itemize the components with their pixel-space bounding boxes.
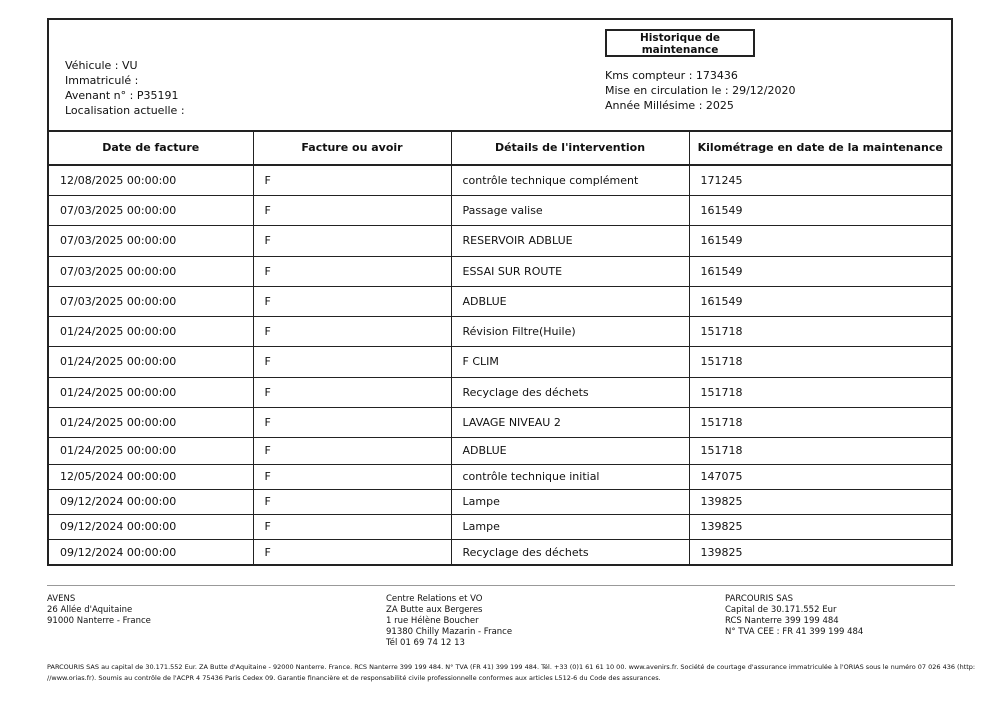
- legal-notice: [47, 662, 976, 684]
- table-row: [49, 539, 951, 566]
- cell-invoice-type: F: [253, 489, 451, 514]
- table-row: [49, 346, 951, 377]
- cell-invoice-type: F: [253, 316, 451, 346]
- cell-mileage: 151718: [689, 346, 951, 377]
- cell-mileage: 139825: [689, 489, 951, 514]
- cell-invoice-type: F: [253, 256, 451, 286]
- cell-invoice-type: F: [253, 225, 451, 256]
- cell-intervention-details: Lampe: [451, 489, 689, 514]
- cell-invoice-date: 01/24/2025 00:00:00: [49, 437, 253, 464]
- cell-intervention-details: RESERVOIR ADBLUE: [451, 225, 689, 256]
- cell-intervention-details: Révision Filtre(Huile): [451, 316, 689, 346]
- column-header-intervention-details: Détails de l'intervention: [451, 130, 689, 165]
- cell-intervention-details: Passage valise: [451, 195, 689, 225]
- footer-relations-center: [386, 594, 512, 649]
- cell-invoice-type: F: [253, 195, 451, 225]
- odometer-info: [605, 68, 795, 113]
- cell-invoice-date: 07/03/2025 00:00:00: [49, 225, 253, 256]
- cell-intervention-details: Recyclage des déchets: [451, 377, 689, 407]
- cell-invoice-type: F: [253, 286, 451, 316]
- cell-intervention-details: ADBLUE: [451, 437, 689, 464]
- cell-mileage: 139825: [700, 546, 743, 560]
- column-header-invoice-type: Facture ou avoir: [253, 130, 451, 165]
- table-row: [49, 464, 951, 489]
- vehicle-type: Véhicule : VU: [65, 59, 138, 72]
- cell-invoice-date: 07/03/2025 00:00:00: [49, 195, 253, 225]
- footer-line: Capital de 30.171.552 Eur: [725, 605, 837, 615]
- footer-line: 1 rue Hélène Boucher: [386, 616, 479, 626]
- cell-intervention-details: contrôle technique initial: [451, 464, 689, 489]
- cell-intervention-details: F CLIM: [451, 346, 689, 377]
- cell-invoice-type: F: [253, 407, 451, 437]
- legal-line: PARCOURIS SAS au capital de 30.171.552 Eur. ZA Butte d'Aquitaine - 92000 Nanterre. France. RCS Nanterre 399 199 484. N° TVA (FR 41) 399 199 484. Tél. +33 (0)1 61 61 10 00. www.avenirs.fr. Société de courtage d'assurance immatriculée à l'ORIAS sous le numéro 07 026 436 (http:: [47, 663, 976, 671]
- table-row: [49, 316, 951, 346]
- cell-mileage: 161549: [689, 225, 951, 256]
- footer-line: Centre Relations et VO: [386, 594, 483, 604]
- footer-line: 91000 Nanterre - France: [47, 616, 151, 626]
- table-row: [49, 286, 951, 316]
- cell-mileage: 147075: [689, 464, 951, 489]
- footer-line: ZA Butte aux Bergeres: [386, 605, 483, 615]
- cell-invoice-type: F: [253, 539, 451, 566]
- table-row: [49, 514, 951, 539]
- cell-invoice-type: F: [253, 377, 451, 407]
- cell-intervention-details: LAVAGE NIVEAU 2: [451, 407, 689, 437]
- maintenance-document: [47, 18, 953, 566]
- cell-mileage: 161549: [689, 195, 951, 225]
- maintenance-table: [49, 130, 951, 566]
- page-title: [605, 29, 755, 57]
- table-row: [49, 407, 951, 437]
- vehicle-registration: Immatriculé :: [65, 74, 139, 87]
- cell-mileage: 151718: [689, 407, 951, 437]
- cell-invoice-date: 12/05/2024 00:00:00: [49, 464, 253, 489]
- cell-invoice-type: F: [253, 165, 451, 195]
- cell-mileage: 161549: [689, 286, 951, 316]
- legal-line: //www.orias.fr). Soumis au contrôle de l'ACPR 4 75436 Paris Cedex 09. Garantie financière et de responsabilité civile professionnelle conformes aux articles L512-6 du Code des assurances.: [47, 674, 661, 682]
- cell-intervention-details: ADBLUE: [451, 286, 689, 316]
- cell-invoice-date: 09/12/2024 00:00:00: [49, 514, 253, 539]
- cell-invoice-date: 01/24/2025 00:00:00: [49, 377, 253, 407]
- first-registration-date: Mise en circulation le : 29/12/2020: [605, 84, 796, 97]
- table-row: [49, 489, 951, 514]
- footer-legal-entity: [725, 594, 863, 638]
- cell-mileage: 151718: [689, 437, 951, 464]
- footer-line: N° TVA CEE : FR 41 399 199 484: [725, 627, 864, 637]
- table-row: [49, 165, 951, 195]
- cell-invoice-date: 09/12/2024 00:00:00: [49, 539, 253, 566]
- cell-mileage: 139825: [689, 514, 951, 539]
- cell-intervention-details: ESSAI SUR ROUTE: [451, 256, 689, 286]
- table-row: [49, 437, 951, 464]
- cell-intervention-details: Recyclage des déchets: [451, 539, 689, 566]
- contract-amendment: Avenant n° : P35191: [65, 89, 179, 102]
- table-row: [49, 256, 951, 286]
- odometer-reading: Kms compteur : 173436: [605, 69, 738, 82]
- cell-mileage: 151718: [689, 316, 951, 346]
- title-line-2: maintenance: [641, 44, 719, 56]
- footer-divider: [47, 585, 955, 586]
- table-row: [49, 377, 951, 407]
- cell-invoice-date: 07/03/2025 00:00:00: [49, 286, 253, 316]
- cell-invoice-type: F: [253, 437, 451, 464]
- cell-mileage: 171245: [689, 165, 951, 195]
- table-header-row: [49, 130, 951, 165]
- cell-invoice-type: F: [253, 514, 451, 539]
- cell-intervention-details: Lampe: [451, 514, 689, 539]
- cell-invoice-type: F: [253, 346, 451, 377]
- cell-invoice-date: 01/24/2025 00:00:00: [49, 316, 253, 346]
- document-header: [49, 20, 951, 132]
- cell-mileage: 161549: [689, 256, 951, 286]
- cell-invoice-date: 07/03/2025 00:00:00: [49, 256, 253, 286]
- cell-invoice-date: 01/24/2025 00:00:00: [49, 407, 253, 437]
- footer-line: PARCOURIS SAS: [725, 594, 793, 604]
- table-row: [49, 225, 951, 256]
- column-header-mileage: Kilométrage en date de la maintenance: [689, 130, 951, 165]
- footer-line: 26 Allée d'Aquitaine: [47, 605, 133, 615]
- cell-intervention-details: contrôle technique complément: [451, 165, 689, 195]
- footer-company-address: [47, 594, 151, 627]
- vehicle-info: [65, 58, 185, 118]
- title-line-1: Historique de: [639, 32, 721, 44]
- cell-invoice-date: 01/24/2025 00:00:00: [49, 346, 253, 377]
- cell-invoice-date: 12/08/2025 00:00:00: [49, 165, 253, 195]
- footer-line: Tél 01 69 74 12 13: [386, 638, 465, 648]
- table-row: [49, 195, 951, 225]
- column-header-invoice-date: Date de facture: [49, 130, 253, 165]
- footer-line: 91380 Chilly Mazarin - France: [386, 627, 513, 637]
- cell-invoice-type: F: [253, 464, 451, 489]
- current-location: Localisation actuelle :: [65, 104, 185, 117]
- footer-line: AVENS: [47, 594, 76, 604]
- cell-mileage: 151718: [689, 377, 951, 407]
- cell-invoice-date: 09/12/2024 00:00:00: [49, 489, 253, 514]
- model-year: Année Millésime : 2025: [605, 99, 734, 112]
- footer-line: RCS Nanterre 399 199 484: [725, 616, 839, 626]
